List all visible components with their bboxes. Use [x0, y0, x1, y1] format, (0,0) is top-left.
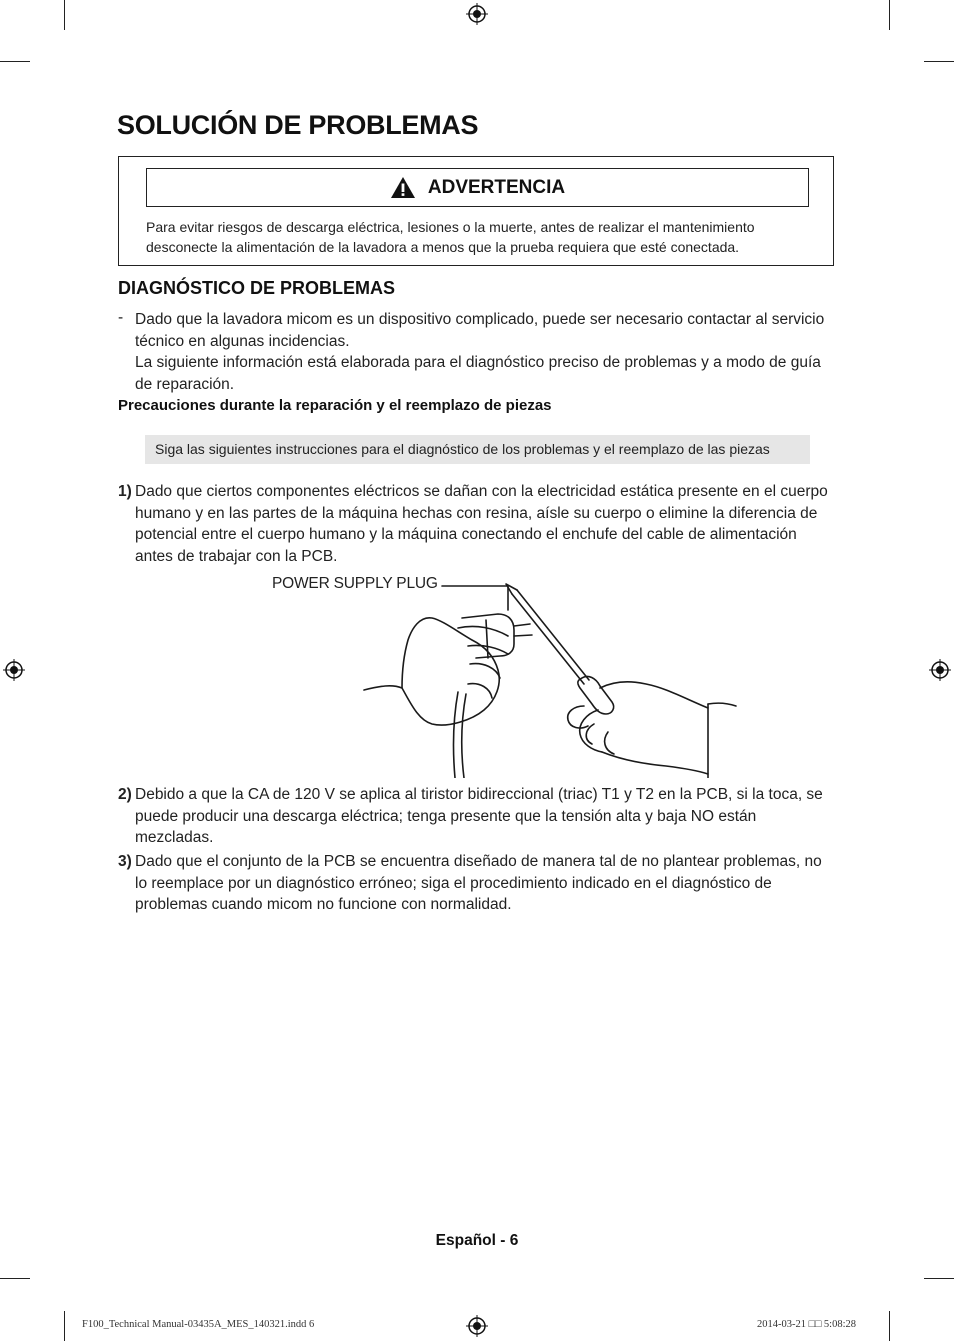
warning-triangle-icon: [390, 176, 416, 199]
intro-paragraph: [118, 309, 834, 395]
warning-text: Para evitar riesgos de descarga eléctrica, lesiones o la muerte, antes de realizar el mantenimiento desconecte la alimentación de la lavadora a menos que la prueba requiera que esté conectada.: [146, 219, 755, 255]
section-title: DIAGNÓSTICO DE PROBLEMAS: [118, 278, 396, 298]
intro-line: Dado que la lavadora micom es un dispositivo complicado, puede ser necesario contactar al servicio técnico en algunas incidencias.: [135, 311, 825, 350]
power-plug-illustration: [262, 574, 752, 778]
instruction-note: Siga las siguientes instrucciones para el diagnóstico de los problemas y el reemplazo de las piezas: [145, 435, 810, 464]
intro-line: La siguiente información está elaborada para el diagnóstico preciso de problemas y a modo de guía de reparación.: [135, 354, 821, 393]
precautions-title: Precauciones durante la reparación y el reemplazo de piezas: [118, 397, 552, 414]
warning-box: [118, 156, 834, 266]
crop-mark: [0, 61, 30, 62]
illustration-label: POWER SUPPLY PLUG: [272, 575, 438, 592]
hands-plug-screwdriver-drawing: [262, 574, 752, 778]
item-number: 1): [118, 483, 132, 500]
crop-mark: [924, 61, 954, 62]
crop-mark: [64, 1311, 65, 1341]
list-item: [118, 851, 836, 916]
item-number: 3): [118, 853, 132, 870]
page-number: Español - 6: [435, 1232, 519, 1249]
list-item: [118, 481, 836, 567]
item-text: Dado que el conjunto de la PCB se encuentra diseñado de manera tal de no plantear problemas, no lo reemplace por un diagnóstico erróneo; siga el procedimiento indicado en el diagnóstico de problemas cuando micom no funcione con normalidad.: [135, 853, 822, 913]
registration-mark-icon: [466, 3, 488, 25]
registration-mark-icon: [3, 659, 25, 681]
crop-mark: [0, 1278, 30, 1279]
item-number: 2): [118, 786, 132, 803]
print-slug-file: F100_Technical Manual-03435A_MES_140321.indd 6: [82, 1319, 315, 1330]
registration-mark-icon: [466, 1315, 488, 1337]
crop-mark: [64, 0, 65, 30]
item-text: Debido a que la CA de 120 V se aplica al tiristor bidireccional (triac) T1 y T2 en la PCB, si la toca, se puede producir una descarga eléctrica; tenga presente que la tensión alta y baja NO están mezcladas.: [135, 786, 823, 846]
crop-mark: [889, 0, 890, 30]
crop-mark: [924, 1278, 954, 1279]
print-slug-date: 2014-03-21 □□ 5:08:28: [757, 1319, 857, 1330]
crop-mark: [889, 1311, 890, 1341]
page-title: SOLUCIÓN DE PROBLEMAS: [117, 110, 479, 140]
item-text: Dado que ciertos componentes eléctricos se dañan con la electricidad estática presente en el cuerpo humano y en las partes de la máquina hechas con resina, aísle su cuerpo o elimine la diferencia de potencial entre el cuerpo humano y la máquina conectando el enchufe del cable de alimentación antes de trabajar con la PCB.: [135, 483, 828, 565]
list-item: [118, 784, 836, 849]
registration-mark-icon: [929, 659, 951, 681]
warning-title: ADVERTENCIA: [427, 176, 566, 198]
list-dash: -: [118, 309, 124, 326]
warning-header: [146, 168, 809, 207]
